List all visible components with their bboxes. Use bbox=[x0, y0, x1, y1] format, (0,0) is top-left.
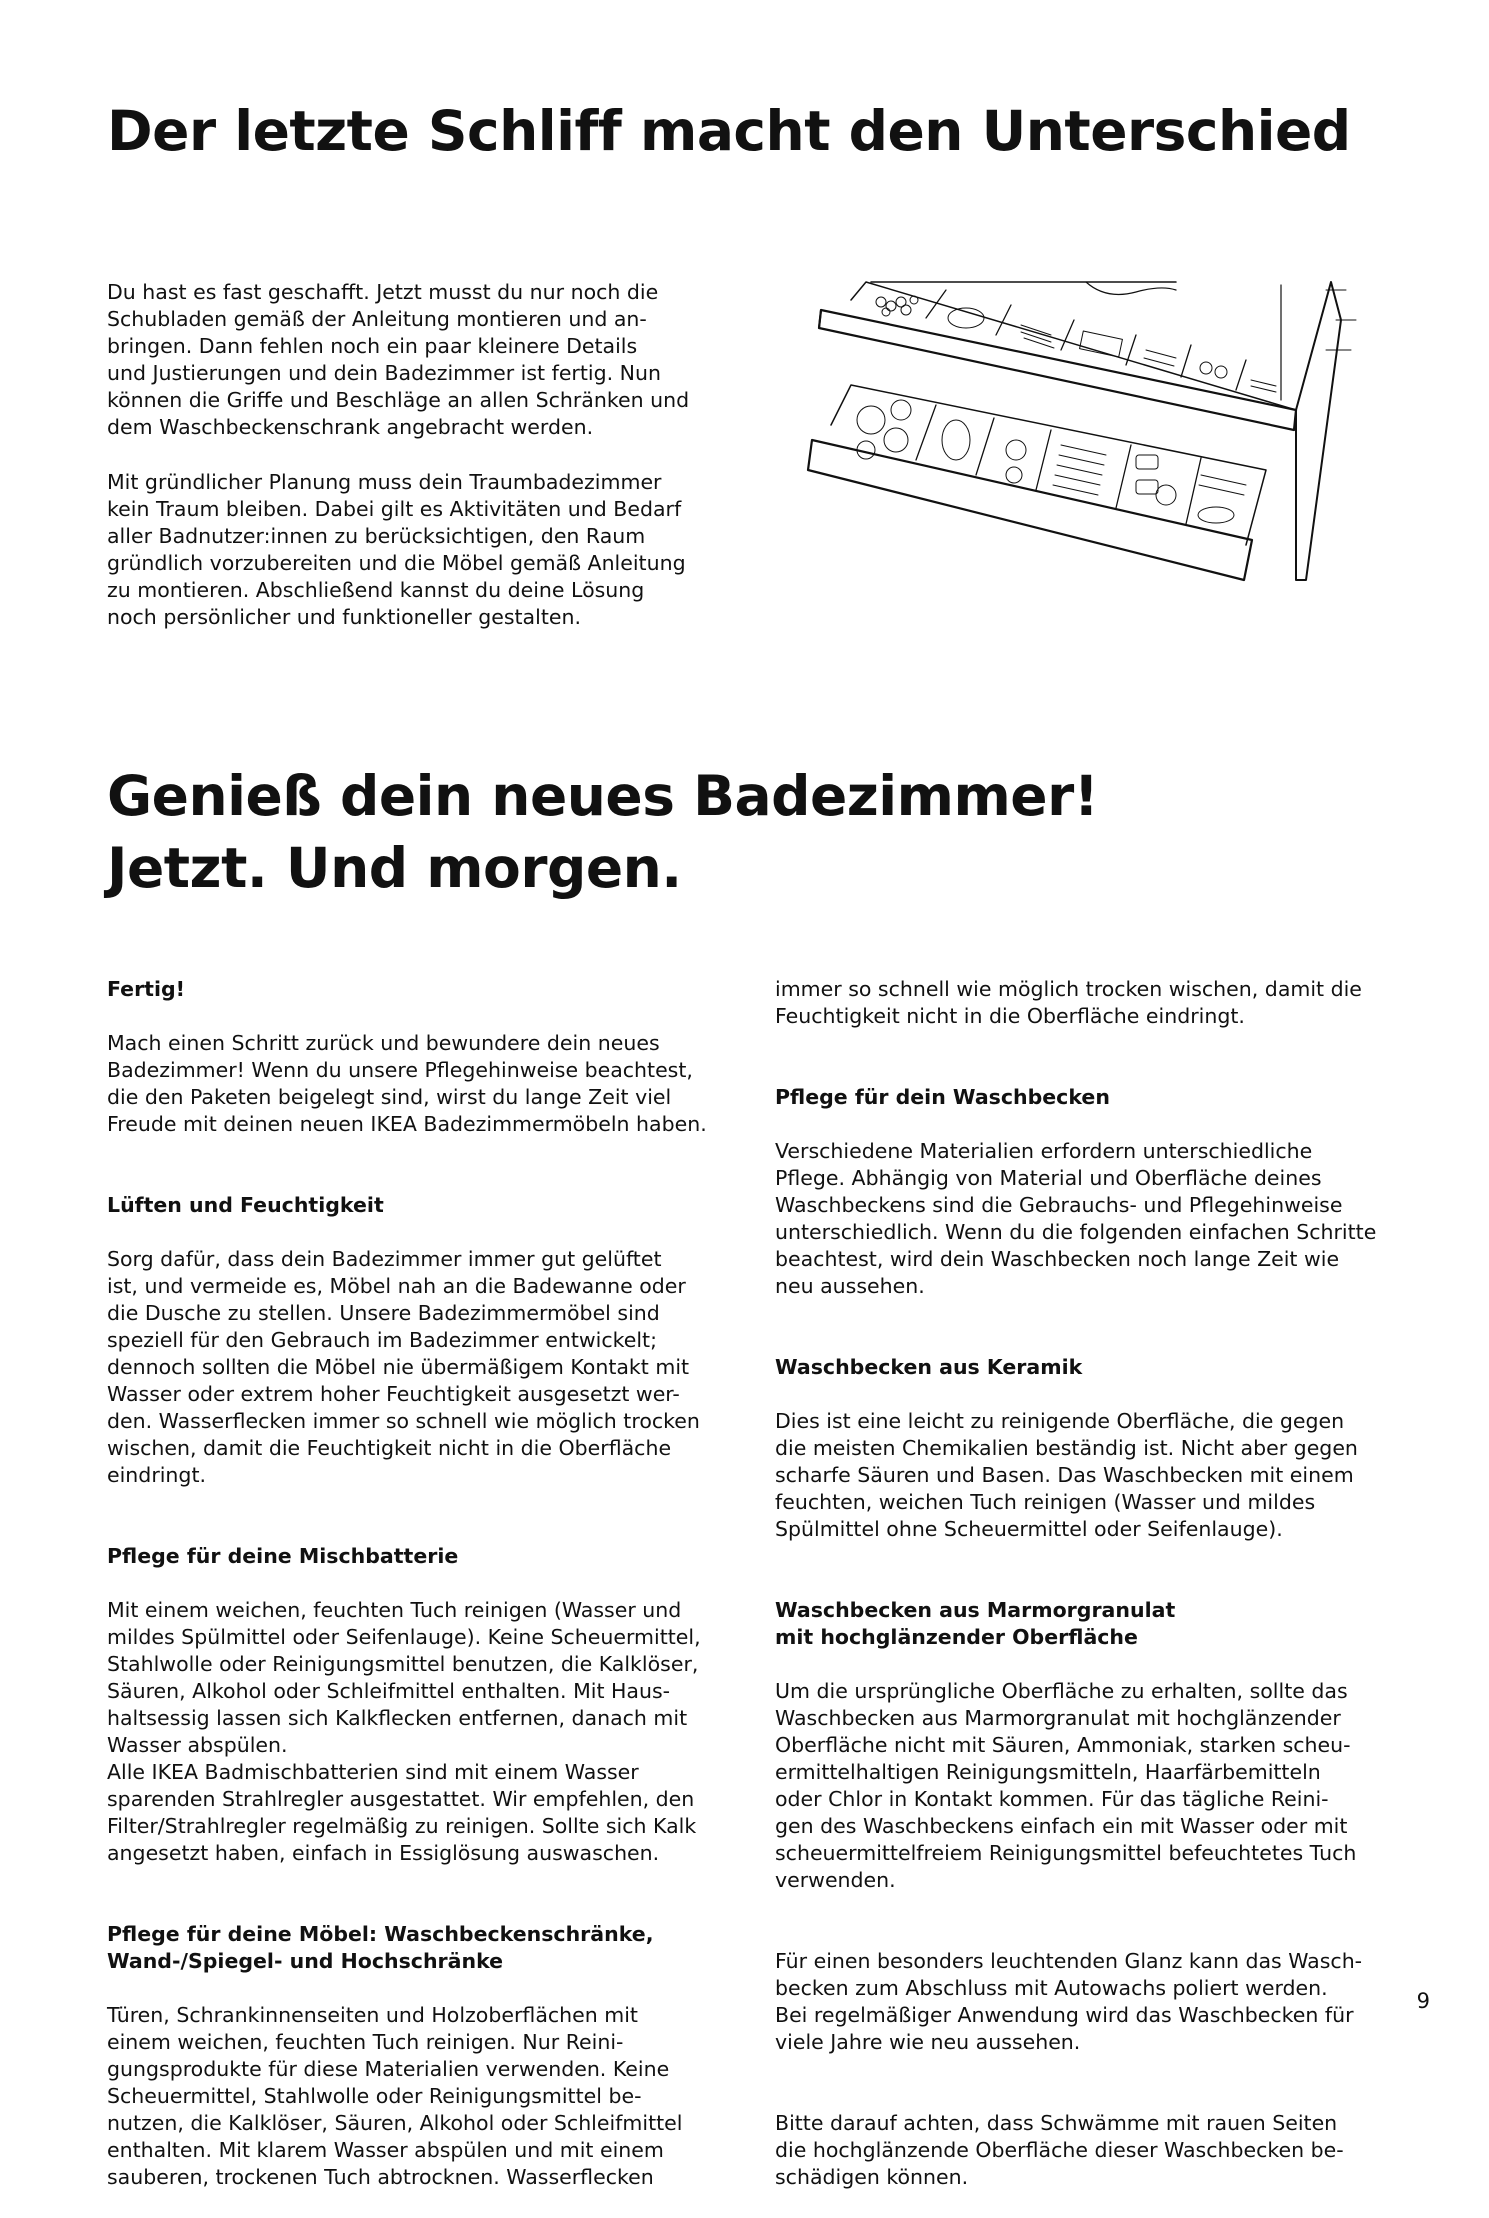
heading-keramik: Waschbecken aus Keramik bbox=[775, 1355, 1083, 1379]
section-title-finishing: Der letzte Schliff macht den Unterschied bbox=[107, 99, 1351, 163]
intro-paragraph-1: Du hast es fast geschafft. Jetzt musst du nur noch die Schubladen gemäß der Anleitung montieren und an- bringen. Dann fehlen noch ein paar kleinere Details und Justierungen und dein Badezimmer ist fertig. Nun können die Griffe und Beschläge an allen Schränken und dem Waschbeckenschrank angebracht werden. bbox=[107, 280, 690, 439]
heading-waschbecken: Pflege für dein Waschbecken bbox=[775, 1085, 1110, 1109]
page-number: 9 bbox=[1416, 1989, 1430, 2013]
section-fertig bbox=[107, 949, 747, 1138]
section-title-enjoy-line1: Genieß dein neues Badezimmer! bbox=[107, 764, 1099, 828]
body-fertig: Mach einen Schritt zurück und bewundere dein neues Badezimmer! Wenn du unsere Pflegehinweise beachtest, die den Paketen beigelegt sind, wirst du lange Zeit viel Freude mit deinen neuen IKEA Badezimmermöbeln haben. bbox=[107, 1031, 707, 1136]
body-schwamm: Bitte darauf achten, dass Schwämme mit rauen Seiten die hochglänzende Oberfläche dieser Waschbecken be- schädigen können. bbox=[775, 2111, 1344, 2189]
heading-moebel: Pflege für deine Möbel: Waschbeckenschränke, Wand-/Spiegel- und Hochschränke bbox=[107, 1922, 654, 1973]
section-lueften bbox=[107, 1165, 747, 1489]
section-schwamm bbox=[775, 2083, 1415, 2191]
section-keramik bbox=[775, 1327, 1415, 1543]
section-title-enjoy bbox=[107, 760, 1098, 904]
right-column bbox=[775, 949, 1415, 2218]
body-glanz: Für einen besonders leuchtenden Glanz kann das Wasch- becken zum Abschluss mit Autowachs poliert werden. Bei regelmäßiger Anwendung wird das Waschbecken für viele Jahre wie neu aussehen. bbox=[775, 1949, 1363, 2054]
left-column bbox=[107, 949, 747, 2218]
section-mischbatterie bbox=[107, 1516, 747, 1867]
section-title-enjoy-line2: Jetzt. Und morgen. bbox=[107, 836, 682, 900]
body-keramik: Dies ist eine leicht zu reinigende Oberfläche, die gegen die meisten Chemikalien beständig ist. Nicht aber gegen scharfe Säuren und Basen. Das Waschbecken mit einem feuchten, weichen Tuch reinigen (Wasser und mildes Spülmittel ohne Scheuermittel oder Seifenlauge). bbox=[775, 1409, 1358, 1541]
drawers-illustration bbox=[806, 280, 1381, 670]
body-moebel: Türen, Schrankinnenseiten und Holzoberflächen mit einem weichen, feuchten Tuch reinigen. Nur Reini- gungsprodukte für diese Materialien verwenden. Keine Scheuermittel, Stahlwolle oder Reinigungsmittel be- nutzen, die Kalklöser, Säuren, Alkohol oder Schleifmittel enthalten. Mit klarem Wasser abspülen und mit einem sauberen, trockenen Tuch abtrocknen. Wasserflecken bbox=[107, 2003, 683, 2189]
body-continuation: immer so schnell wie möglich trocken wischen, damit die Feuchtigkeit nicht in die Oberfläche eindringt. bbox=[775, 977, 1362, 1028]
section-moebel bbox=[107, 1894, 747, 2191]
body-lueften: Sorg dafür, dass dein Badezimmer immer gut gelüftet ist, und vermeide es, Möbel nah an die Badewanne oder die Dusche zu stellen. Unsere Badezimmermöbel sind speziell für den Gebrauch im Badezimmer entwickelt; dennoch sollten die Möbel nie übermäßigem Kontakt mit Wasser oder extrem hoher Feuchtigkeit ausgesetzt wer- den. Wasserflecken immer so schnell wie möglich trocken wischen, damit die Feuchtigkeit nicht in die Oberfläche eindringt. bbox=[107, 1247, 700, 1487]
heading-lueften: Lüften und Feuchtigkeit bbox=[107, 1193, 384, 1217]
body-mischbatterie: Mit einem weichen, feuchten Tuch reinigen (Wasser und mildes Spülmittel oder Seifenlauge). Keine Scheuermittel, Stahlwolle oder Reinigungsmittel benutzen, die Kalklöser, Säuren, Alkohol oder Schleifmittel enthalten. Mit Haus- haltsessig lassen sich Kalkflecken entfernen, danach mit Wasser abspülen. Alle IKEA Badmischbatterien sind mit einem Wasser sparenden Strahlregler ausgestattet. Wir empfehlen, den Filter/Strahlregler regelmäßig zu reinigen. Sollte sich Kalk angesetzt haben, einfach in Essiglösung auswaschen. bbox=[107, 1598, 701, 1865]
heading-marmor: Waschbecken aus Marmorgranulat mit hochglänzender Oberfläche bbox=[775, 1598, 1176, 1649]
heading-fertig: Fertig! bbox=[107, 977, 186, 1001]
heading-mischbatterie: Pflege für deine Mischbatterie bbox=[107, 1544, 459, 1568]
section-glanz bbox=[775, 1921, 1415, 2056]
section-marmor bbox=[775, 1570, 1415, 1894]
section-waschbecken bbox=[775, 1057, 1415, 1300]
body-marmor: Um die ursprüngliche Oberfläche zu erhalten, sollte das Waschbecken aus Marmorgranulat mit hochglänzender Oberfläche nicht mit Säuren, Ammoniak, starken scheu- ermittelhaltigen Reinigungsmitteln, Haarfärbemitteln oder Chlor in Kontakt kommen. Für das tägliche Reini- gen des Waschbeckens einfach ein mit Wasser oder mit scheuermittelfreiem Reinigungsmittel befeuchtetes Tuch verwenden. bbox=[775, 1679, 1357, 1892]
section-continuation bbox=[775, 949, 1415, 1030]
body-waschbecken: Verschiedene Materialien erfordern unterschiedliche Pflege. Abhängig von Material und Oberfläche deines Waschbeckens sind die Gebrauchs- und Pflegehinweise unterschiedlich. Wenn du die folgenden einfachen Schritte beachtest, wird dein Waschbecken noch lange Zeit wie neu aussehen. bbox=[775, 1139, 1377, 1298]
intro-paragraph-2: Mit gründlicher Planung muss dein Traumbadezimmer kein Traum bleiben. Dabei gilt es Aktivitäten und Bedarf aller Badnutzer:innen zu berücksichtigen, den Raum gründlich vorzubereiten und die Möbel gemäß Anleitung zu montieren. Abschließend kannst du deine Lösung noch persönlicher und funktioneller gestalten. bbox=[107, 470, 686, 629]
